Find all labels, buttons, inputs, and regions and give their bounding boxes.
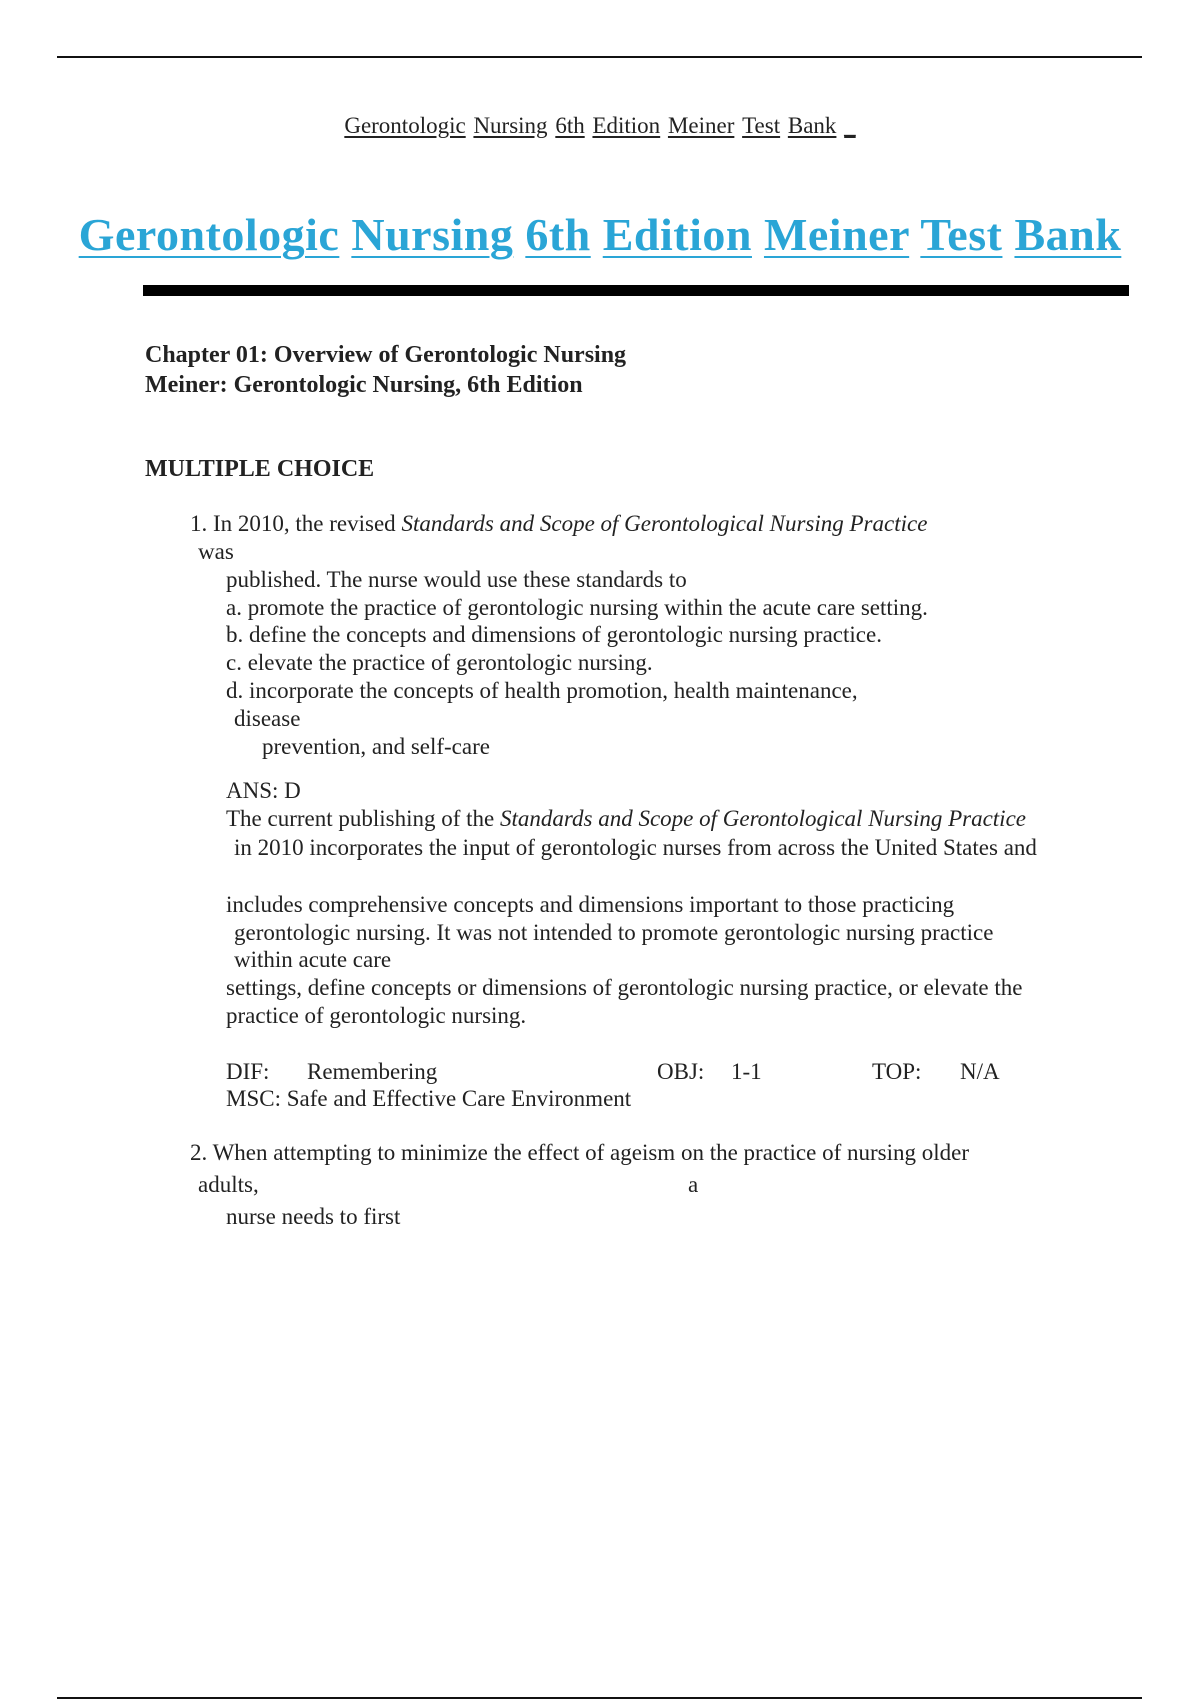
rationale-text: The current publishing of the (226, 806, 501, 831)
question-1-stem (190, 510, 927, 538)
header-word[interactable]: Meiner (667, 113, 735, 138)
chapter-heading: Chapter 01: Overview of Gerontologic Nursing (145, 342, 627, 368)
title-word[interactable]: Nursing (351, 209, 514, 260)
rationale-line: includes comprehensive concepts and dimensions important to those practicing (226, 892, 955, 917)
top-value: N/A (960, 1059, 1000, 1084)
dif-label: DIF: (226, 1059, 270, 1084)
option-d-wrap: prevention, and self-care (262, 734, 490, 759)
header-link[interactable] (0, 113, 1200, 139)
msc-line: MSC: Safe and Effective Care Environment (226, 1086, 632, 1111)
question-2-stem-wrap: adults, (198, 1172, 259, 1197)
bottom-rule (57, 1697, 1142, 1699)
title-word[interactable]: Edition (602, 209, 752, 260)
question-2-stem-line2: nurse needs to first (226, 1204, 401, 1229)
obj-value: 1-1 (731, 1059, 762, 1084)
standards-title-italic: Standards and Scope of Gerontological Nursing Practice (401, 511, 928, 536)
dif-value: Remembering (307, 1059, 438, 1084)
title-word[interactable]: 6th (525, 209, 591, 260)
question-1-stem-wrap: was (198, 539, 234, 564)
rationale-line: settings, define concepts or dimensions of gerontologic nursing practice, or elevate the (226, 975, 1023, 1000)
option-d: d. incorporate the concepts of health promotion, health maintenance, (226, 678, 858, 703)
option-c: c. elevate the practice of gerontologic nursing. (226, 650, 653, 675)
rationale-line (226, 805, 1026, 833)
header-word[interactable]: Gerontologic (344, 113, 466, 138)
title-divider (143, 285, 1129, 296)
question-2-stem: 2. When attempting to minimize the effect of ageism on the practice of nursing older (190, 1140, 969, 1165)
title-word[interactable]: Bank (1014, 209, 1122, 260)
option-b: b. define the concepts and dimensions of gerontologic nursing practice. (226, 622, 882, 647)
rationale-line: practice of gerontologic nursing. (226, 1003, 527, 1028)
rationale-line: in 2010 incorporates the input of gerontologic nurses from across the United States and (234, 835, 1037, 860)
header-word[interactable]: Nursing (473, 113, 548, 138)
book-heading: Meiner: Gerontologic Nursing, 6th Edition (145, 372, 583, 398)
document-title-link[interactable] (0, 208, 1200, 261)
rationale-line: gerontologic nursing. It was not intended to promote gerontologic nursing practice (234, 920, 994, 945)
header-word[interactable]: Test (742, 113, 781, 138)
header-word[interactable]: _ (844, 113, 856, 138)
title-word[interactable]: Test (920, 209, 1003, 260)
answer-key: ANS: D (226, 778, 301, 803)
question-2-stem-wrap: a (688, 1172, 699, 1197)
title-word[interactable]: Gerontologic (78, 209, 340, 260)
section-heading: MULTIPLE CHOICE (145, 456, 375, 482)
option-a: a. promote the practice of gerontologic nursing within the acute care setting. (226, 595, 928, 620)
title-word[interactable]: Meiner (763, 209, 910, 260)
standards-title-italic: Standards and Scope of Gerontological Nursing Practice (500, 806, 1026, 831)
question-1-stem-text: 1. In 2010, the revised (190, 511, 402, 536)
option-d-wrap: disease (234, 706, 301, 731)
header-word[interactable]: Edition (592, 113, 661, 138)
obj-label: OBJ: (657, 1059, 705, 1084)
header-word[interactable]: Bank (787, 113, 837, 138)
header-word[interactable]: 6th (555, 113, 585, 138)
question-1-stem-line2: published. The nurse would use these standards to (226, 567, 687, 592)
rationale-line: within acute care (234, 947, 392, 972)
top-label: TOP: (872, 1059, 922, 1084)
top-rule (57, 56, 1142, 58)
